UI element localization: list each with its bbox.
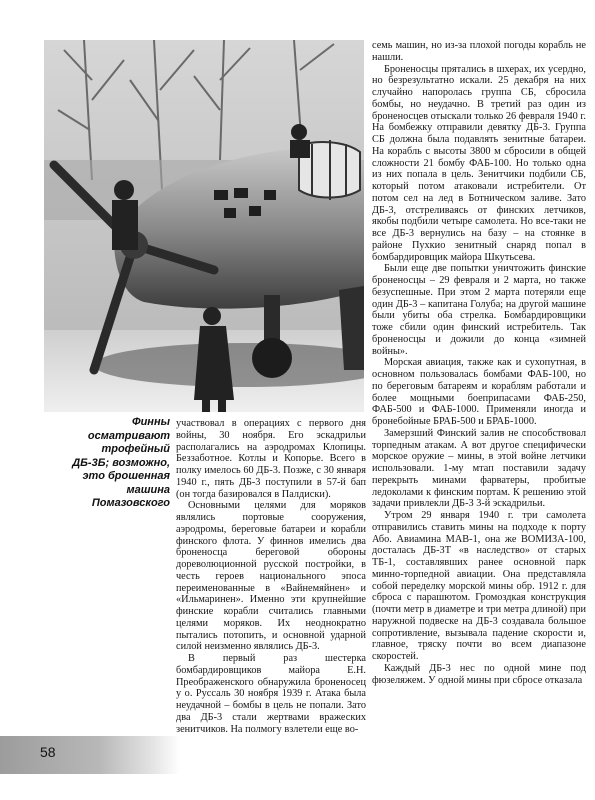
text-column-right xyxy=(372,40,586,686)
paragraph: семь машин, но из-за плохой погоды корабль не нашли. xyxy=(372,40,586,63)
caption-line: машина xyxy=(126,483,170,496)
paragraph: Утром 29 января 1940 г. три самолета отправились ставить мины на подходе к порту Або. Авиамина МАВ-1, она же ВОМИЗА-100, досталась ДБ-3Т «в наследство» от старых ТБ-1, составлявших ранее основной парк минно-торпедной авиации. Она представляла собой переделку морской мины обр. 1912 г. для сброса с парашютом. Громоздкая конструкция (почти метр в диаметре и три метра длиной) при наружной подвеске на ДБ-3 создавала большое сопротивление, вызывала падение скорости и, главное, тряску почти во всем диапазоне скоростей. xyxy=(372,510,586,662)
caption-line: это брошенная xyxy=(82,470,170,482)
paragraph: Основными целями для моряков являлись портовые сооружения, аэродромы, береговые батареи и корабли финского флота. У финнов имелись два броненосца береговой обороны дореволюционной русской постройки, в честь героев национального эпоса переименованные в «Вайнемяйнен» и «Ильмаринен». Именно эти крупнейшие финские корабли считались главными целями моряков. Их неоднократно пытались потопить, и основной ударной силой неизменно являлись ДБ-3. xyxy=(176,500,366,653)
paragraph: Были еще две попытки уничтожить финские броненосцы – 29 февраля и 2 марта, но также безуспешные. При этом 2 марта потеряли еще один ДБ-3 – капитана Голуба; на другой машине были убиты оба стрелка. Бомбардировщики тоже сбили один финский истребитель. Так броненосцы и дожили до конца «зимней войны». xyxy=(372,263,586,357)
page-number: 58 xyxy=(40,744,56,760)
text-column-middle xyxy=(176,418,366,735)
paragraph: Броненосцы прятались в шхерах, их усердно, но безрезультатно искали. 25 декабря на них случайно напоролась группа СБ, сбросила бомбы, но неудачно. В третий раз один из броненосцев отыскали только 26 февраля 1940 г. На бомбежку отправили девятку ДБ-3. Группа СБ должна была подавлять зенитные батареи. На корабль с высоты 3800 м сбросили в общей сложности 21 бомбу ФАБ-100. Но только одна из них попала в цель. Зенитчики подбили СБ, который потом атаковали истребители. От потом сел на лед в Ботническом заливе. Зато ДБ-3, отстреливаясь от финских летчиков, якобы подбили четыре самолета. Но все-таки не все ДБ-3 вернулись на базу – на стоянке в районе Пухкио зенитный снаряд попал в бомбардировщик майора Шкутьсева. xyxy=(372,63,586,263)
caption-line: Финны xyxy=(132,416,170,428)
footer-band xyxy=(0,736,180,774)
caption-line: Помазовского xyxy=(91,497,170,509)
paragraph: Морская авиация, также как и сухопутная, в основном пользовалась бомбами ФАБ-100, но по береговым батареям и кораблям работали и более мощными боеприпасами ФАБ-250, ФАБ-500 и ФАБ-1000. Применяли иногда и бронебойные БРАБ-500 и БРАБ-1000. xyxy=(372,357,586,427)
paragraph: участвовал в операциях с первого дня войны, 30 ноября. Его эскадрильи располагались на аэродромах Клопицы. Беззаботное. Котлы и Копорье. Всего в полку имелось 60 ДБ-3. Позже, с 30 января 1940 г., пять ДБ-3 поступили в 57-й бап (он тогда базировался в Палдиски). xyxy=(176,418,366,500)
aircraft-photo xyxy=(44,40,364,412)
caption-line: трофейный xyxy=(101,443,170,455)
paragraph: Каждый ДБ-3 нес по одной мине под фюзеляжем. У одной мины при сбросе отказала xyxy=(372,662,586,686)
caption-line: ДБ-3Б; возможно, xyxy=(72,456,170,469)
paragraph: Замерзший Финский залив не способствовал торпедным атакам. А вот другое специфически морское оружие – мины, в этой войне летчики использовали. 1-му мтап поставили задачу перекрыть минами фарватеры, пробитые ледоколами к финским портам. К решению этой задачи привлекли ДБ-3 3-й эскадрильи. xyxy=(372,427,586,510)
caption-line: осматривают xyxy=(87,429,170,442)
photo-caption xyxy=(40,416,170,511)
paragraph: В первый раз шестерка бомбардировщиков майора Е.Н. Преображенского обнаружила броненосец у о. Руссаль 30 ноября 1939 г. Атака была неудачной – бомбы в цель не попали. Зато два ДБ-3 стали жертвами вражеских зенитчиков. На полмогу взлетели еще во- xyxy=(176,653,366,735)
